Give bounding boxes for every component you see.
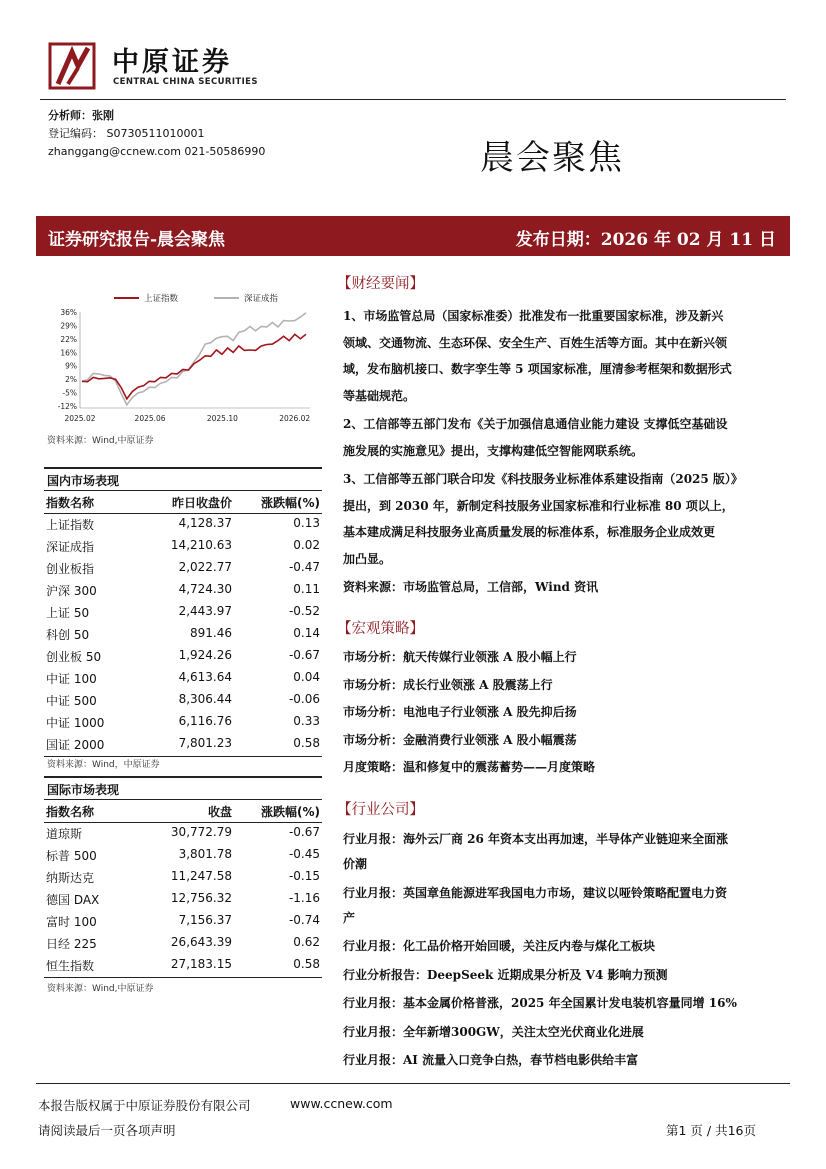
news-item-line: 3、工信部等五部门联合印发《科技服务业标准体系建设指南（2025 版）》 <box>343 472 743 486</box>
table-row <box>44 844 322 866</box>
index-name-cell: 中证 1000 <box>46 716 105 730</box>
close-value-cell: 4,613.64 <box>178 670 232 684</box>
company-logo-icon <box>48 38 98 90</box>
table-row <box>44 866 322 888</box>
y-tick-label: 9% <box>65 361 77 371</box>
report-type: 证券研究报告-晨会聚焦 <box>48 230 226 250</box>
table-header-row <box>44 800 322 822</box>
industry-report-link[interactable]: 产 <box>343 910 356 925</box>
index-name-cell: 深证成指 <box>46 540 95 554</box>
industry-report-link[interactable]: 行业分析报告：DeepSeek 近期成果分析及 V4 影响力预测 <box>343 967 668 982</box>
industry-report-link[interactable]: 行业月报：全年新增300GW，关注太空光伏商业化进展 <box>343 1024 644 1039</box>
index-name-cell: 日经 225 <box>46 937 97 951</box>
close-value-cell: 11,247.58 <box>170 869 232 883</box>
footer-copyright: 本报告版权属于中原证券股份有限公司 <box>38 1098 251 1113</box>
close-value-cell: 7,156.37 <box>178 913 232 927</box>
macro-report-link[interactable]: 市场分析：电池电子行业领涨 A 股先抑后扬 <box>343 705 577 719</box>
close-value-cell: 1,924.26 <box>178 648 232 662</box>
close-value-cell: 27,183.15 <box>170 957 232 971</box>
table-row <box>44 910 322 932</box>
news-item-line: 域，发布脑机接口、数字孪生等 5 项国家标准，厘清参考框架和数据形式 <box>343 362 732 376</box>
footer-notice: 请阅读最后一页各项声明 <box>38 1123 176 1138</box>
close-value-cell: 7,801.23 <box>178 736 232 750</box>
industry-section-title: 【行业公司】 <box>337 802 424 818</box>
news-section-title: 【财经要闻】 <box>337 276 424 292</box>
index-name-cell: 国证 2000 <box>46 738 105 752</box>
change-pct-cell: 0.33 <box>293 714 320 728</box>
index-name-cell: 指数名称 <box>46 805 95 819</box>
change-pct-cell: 0.14 <box>293 626 320 640</box>
footer-page-number: 第1 页 / 共16页 <box>666 1123 756 1138</box>
macro-report-link[interactable]: 市场分析：金融消费行业领涨 A 股小幅震荡 <box>343 732 577 747</box>
header-divider <box>40 99 786 100</box>
close-value-cell: 14,210.63 <box>170 538 232 552</box>
close-value-cell: 6,116.76 <box>178 714 232 728</box>
table-row <box>44 557 322 579</box>
x-tick-label: 2025.06 <box>134 414 166 423</box>
change-pct-cell: 0.13 <box>293 516 320 530</box>
y-tick-label: 2% <box>65 375 77 385</box>
macro-report-link[interactable]: 市场分析：成长行业领涨 A 股震荡上行 <box>343 677 553 692</box>
change-pct-cell: 0.58 <box>293 736 320 750</box>
logo-english-name: CENTRAL CHINA SECURITIES <box>113 77 258 87</box>
index-name-cell: 德国 DAX <box>46 893 100 907</box>
change-pct-cell: -0.06 <box>288 692 320 706</box>
close-value-cell: 3,801.78 <box>178 847 232 861</box>
domestic-table <box>44 491 322 753</box>
industry-report-link[interactable]: 行业月报：英国章鱼能源进军我国电力市场，建议以哑铃策略配置电力资 <box>343 885 728 900</box>
change-pct-cell: -0.47 <box>288 560 320 574</box>
report-banner <box>36 216 790 256</box>
change-pct-cell: -0.15 <box>288 869 320 883</box>
macro-section-title: 【宏观策略】 <box>337 621 424 637</box>
industry-report-link[interactable]: 价潮 <box>343 857 368 871</box>
publish-date: 发布日期：2026 年 02 月 11 日 <box>515 230 776 250</box>
close-value-cell: 8,306.44 <box>178 692 232 706</box>
series-line-sz <box>82 313 306 405</box>
news-item-line: 加凸显。 <box>343 551 392 566</box>
y-tick-label: -12% <box>57 402 77 411</box>
table-header-row <box>44 491 322 513</box>
table-row <box>44 579 322 601</box>
intl-table-title: 国际市场表现 <box>47 783 120 797</box>
footer-divider <box>36 1083 790 1084</box>
close-value-cell: 昨日收盘价 <box>171 496 232 510</box>
close-value-cell: 30,772.79 <box>170 825 232 839</box>
change-pct-cell: -0.45 <box>288 847 320 861</box>
news-item-line: 基本建成满足科技服务业高质量发展的标准体系，标准服务企业成效更 <box>343 525 716 539</box>
analyst-info <box>48 107 265 161</box>
footer-url[interactable]: www.ccnew.com <box>290 1096 393 1111</box>
registration-code: 登记编码： S0730511010001 <box>48 127 205 140</box>
change-pct-cell: -0.52 <box>288 604 320 618</box>
international-table <box>44 800 322 976</box>
table-row <box>44 711 322 733</box>
change-pct-cell: 0.04 <box>293 670 320 684</box>
table-row <box>44 601 322 623</box>
index-name-cell: 创业板指 <box>46 562 95 576</box>
news-item-line: 施发展的实施意见》提出，支撑构建低空智能网联系统。 <box>343 443 644 458</box>
change-pct-cell: 0.62 <box>293 935 320 949</box>
industry-report-link[interactable]: 行业月报：基本金属价格普涨，2025 年全国累计发电装机容量同增 16% <box>343 996 737 1010</box>
y-tick-label: 16% <box>60 348 77 358</box>
index-name-cell: 富时 100 <box>46 915 97 929</box>
news-item-line: 等基础规范。 <box>343 388 416 403</box>
close-value-cell: 891.46 <box>190 626 232 640</box>
index-name-cell: 纳斯达克 <box>46 871 95 885</box>
industry-report-link[interactable]: 行业月报：海外云厂商 26 年资本支出再加速，半导体产业链迎来全面涨 <box>343 832 729 846</box>
close-value-cell: 12,756.32 <box>170 891 232 905</box>
series-line-sh <box>82 334 306 399</box>
close-value-cell: 4,128.37 <box>178 516 232 530</box>
table-row <box>44 689 322 711</box>
close-value-cell: 2,443.97 <box>178 604 232 618</box>
x-tick-label: 2025.10 <box>206 414 238 423</box>
table-row <box>44 623 322 645</box>
close-value-cell: 2,022.77 <box>178 560 232 574</box>
news-item-line: 提出，到 2030 年，新制定科技服务业国家标准和行业标准 80 项以上， <box>343 498 734 513</box>
change-pct-cell: 涨跌幅(%) <box>261 805 320 819</box>
index-name-cell: 创业板 50 <box>46 650 102 664</box>
intl-source: 资料来源：Wind,中原证券 <box>47 984 154 994</box>
y-tick-label: 29% <box>60 321 77 331</box>
logo-chinese-name: 中原证券 <box>112 47 232 78</box>
change-pct-cell: -0.67 <box>288 648 320 662</box>
domestic-source: 资料来源：Wind，中原证券 <box>47 760 160 770</box>
x-tick-label: 2025.02 <box>64 414 96 423</box>
change-pct-cell: 0.02 <box>293 538 320 552</box>
intl-top-rule <box>44 776 322 778</box>
index-name-cell: 中证 500 <box>46 694 97 708</box>
close-value-cell: 4,724.30 <box>178 582 232 596</box>
news-item-line: 2、工信部等五部门发布《关于加强信息通信业能力建设 支撑低空基础设 <box>343 417 728 431</box>
table-row <box>44 645 322 667</box>
macro-report-link[interactable]: 月度策略：温和修复中的震荡蓄势——月度策略 <box>343 760 596 774</box>
change-pct-cell: -0.74 <box>288 913 320 927</box>
page-title: 晨会聚焦 <box>480 138 624 178</box>
macro-report-link[interactable]: 市场分析：航天传媒行业领涨 A 股小幅上行 <box>343 650 577 664</box>
index-name-cell: 恒生指数 <box>46 959 95 973</box>
index-name-cell: 科创 50 <box>46 628 90 642</box>
table-row <box>44 932 322 954</box>
industry-report-link[interactable]: 行业月报：化工品价格开始回暖，关注反内卷与煤化工板块 <box>343 939 656 953</box>
change-pct-cell: 涨跌幅(%) <box>261 496 320 510</box>
analyst-name: 分析师：张刚 <box>48 109 114 122</box>
index-name-cell: 中证 100 <box>46 672 97 686</box>
domestic-table-title: 国内市场表现 <box>47 474 120 488</box>
index-performance-chart <box>44 288 322 430</box>
index-name-cell: 上证 50 <box>46 606 90 620</box>
bottom-rule <box>44 977 322 978</box>
close-value-cell: 收盘 <box>207 805 232 819</box>
analyst-contact: zhanggang@ccnew.com 021-50586990 <box>48 145 266 158</box>
y-tick-label: -5% <box>62 388 77 398</box>
news-source: 资料来源：市场监管总局，工信部，Wind 资讯 <box>343 580 599 594</box>
table-row <box>44 513 322 535</box>
index-name-cell: 指数名称 <box>46 496 95 510</box>
table-row <box>44 954 322 976</box>
domestic-top-rule <box>44 467 322 469</box>
change-pct-cell: -0.67 <box>288 825 320 839</box>
table-row <box>44 733 322 755</box>
news-item-line: 1、市场监管总局（国家标准委）批准发布一批重要国家标准，涉及新兴 <box>343 309 724 323</box>
legend-label-sz: 深证成指 <box>244 294 279 304</box>
x-tick-label: 2026.02 <box>279 414 311 423</box>
table-row <box>44 667 322 689</box>
change-pct-cell: -1.16 <box>288 891 320 905</box>
table-row <box>44 888 322 910</box>
table-row <box>44 535 322 557</box>
y-tick-label: 22% <box>60 334 77 344</box>
chart-source: 资料来源：Wind,中原证券 <box>47 436 154 446</box>
index-name-cell: 沪深 300 <box>46 584 97 598</box>
y-tick-label: 36% <box>60 308 77 317</box>
close-value-cell: 26,643.39 <box>170 935 232 949</box>
news-item-line: 领域、交通物流、生态环保、安全生产、百姓生活等方面。其中在新兴领 <box>343 335 728 350</box>
change-pct-cell: 0.58 <box>293 957 320 971</box>
index-name-cell: 上证指数 <box>46 518 95 532</box>
change-pct-cell: 0.11 <box>293 582 320 596</box>
index-name-cell: 道琼斯 <box>46 827 83 841</box>
industry-report-link[interactable]: 行业月报：AI 流量入口竞争白热，春节档电影供给丰富 <box>343 1053 639 1067</box>
table-row <box>44 822 322 844</box>
legend-label-sh: 上证指数 <box>144 294 179 304</box>
index-name-cell: 标普 500 <box>46 849 97 863</box>
